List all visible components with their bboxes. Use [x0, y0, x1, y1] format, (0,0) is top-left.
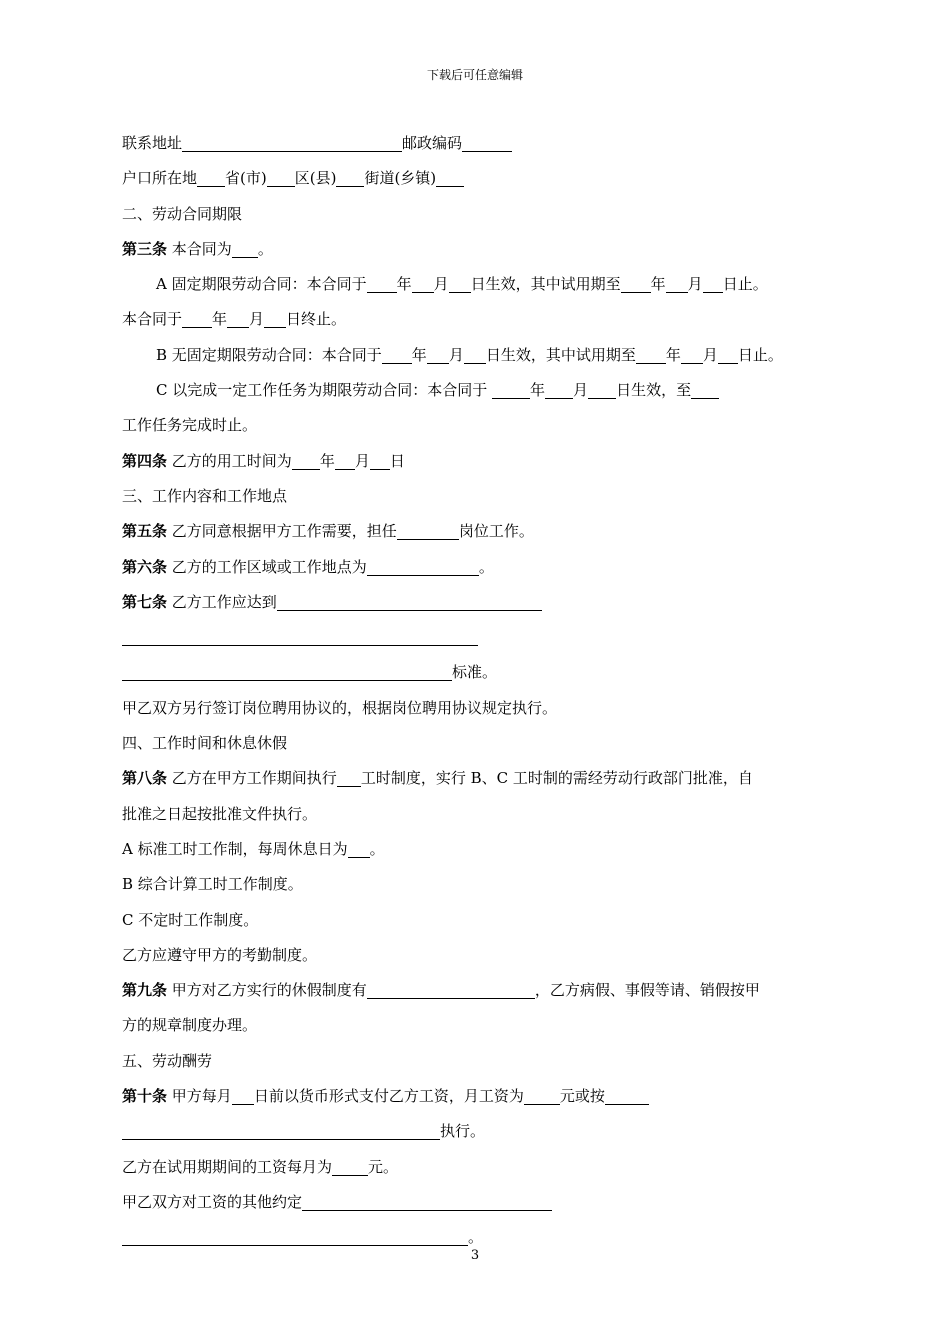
label-address: 联系地址 — [122, 134, 183, 152]
text: 标准。 — [452, 663, 498, 682]
article-label: 第五条 — [122, 522, 168, 541]
article-label: 第七条 — [122, 592, 168, 611]
article-5 — [122, 514, 832, 549]
text: 月 — [702, 345, 718, 364]
option-comprehensive-hours: B 综合计算工时工作制度。 — [122, 875, 303, 894]
blank-field — [492, 380, 530, 399]
blank-field — [588, 380, 616, 399]
blank-field — [718, 345, 738, 364]
blank-field — [367, 980, 535, 999]
blank-field — [267, 168, 295, 187]
article-4 — [122, 444, 832, 479]
trial-salary — [122, 1150, 832, 1185]
blank-field — [122, 627, 478, 646]
text: 年 — [411, 345, 427, 364]
page-number: 3 — [470, 1248, 480, 1263]
document-body — [122, 126, 832, 1256]
text: 乙方的用工时间为 — [171, 451, 292, 470]
blank-field — [605, 1086, 649, 1105]
blank-field — [122, 662, 452, 681]
article-10 — [122, 1079, 832, 1114]
text: 乙方在试用期期间的工资每月为 — [122, 1157, 333, 1176]
blank-field — [232, 1086, 254, 1105]
blank-field — [427, 345, 449, 364]
text: 。 — [369, 839, 385, 858]
blank-field — [382, 345, 412, 364]
contact-address-line — [122, 126, 832, 161]
text: 执行。 — [440, 1122, 486, 1141]
option-flexible-hours: C 不定时工作制度。 — [122, 910, 259, 929]
option-fixed-term — [122, 267, 832, 302]
text: 年 — [665, 345, 681, 364]
text: 日止。 — [722, 275, 768, 294]
household-line — [122, 161, 832, 196]
blank-field — [264, 309, 286, 328]
article-3 — [122, 232, 832, 267]
label-postcode: 邮政编码 — [402, 134, 463, 152]
label-district: 区(县) — [294, 169, 337, 188]
text: 日止。 — [737, 345, 783, 364]
article-label: 第八条 — [122, 769, 168, 788]
article-7-blank-line — [122, 620, 832, 655]
option-task-term — [122, 373, 832, 408]
article-9 — [122, 973, 832, 1008]
blank-field — [436, 168, 464, 187]
text: 月 — [354, 451, 370, 470]
blank-field — [545, 380, 573, 399]
blank-field — [182, 133, 402, 152]
text: 甲方每月 — [171, 1087, 232, 1106]
article-7-end — [122, 655, 832, 690]
punct: 。 — [257, 239, 273, 258]
text: 月 — [573, 381, 589, 400]
article-9-cont: 方的规章制度办理。 — [122, 1016, 258, 1035]
text: 月 — [687, 275, 703, 294]
text: 元。 — [368, 1157, 399, 1176]
text: 年 — [530, 381, 546, 400]
option-open-term — [122, 338, 832, 373]
text: 乙方同意根据甲方工作需要，担任 — [171, 522, 397, 541]
text: 乙方在甲方工作期间执行 — [171, 769, 337, 788]
article-7-note: 甲乙双方另行签订岗位聘用协议的，根据岗位聘用协议规定执行。 — [122, 698, 558, 717]
text: 。 — [468, 1228, 484, 1247]
article-6 — [122, 550, 832, 585]
label-street: 街道(乡镇) — [364, 169, 437, 188]
text: 月 — [433, 275, 449, 294]
option-fixed-term-end — [122, 302, 832, 337]
page-header: 下载后可任意编辑 — [426, 68, 523, 82]
blank-field — [335, 451, 355, 470]
text: 月 — [448, 345, 464, 364]
blank-field — [703, 274, 723, 293]
text: 岗位工作。 — [458, 522, 534, 541]
section-heading-4: 四、工作时间和休息休假 — [122, 734, 288, 753]
blank-field — [449, 274, 471, 293]
text: 日前以货币形式支付乙方工资，月工资为 — [253, 1087, 524, 1106]
text: 元或按 — [559, 1087, 605, 1106]
blank-field — [367, 557, 479, 576]
section-heading-3: 三、工作内容和工作地点 — [122, 486, 288, 505]
blank-field — [370, 451, 390, 470]
other-salary-terms — [122, 1185, 832, 1220]
blank-field — [122, 1227, 468, 1246]
text: 本合同于 — [122, 310, 183, 329]
blank-field — [227, 309, 249, 328]
blank-field — [302, 1192, 552, 1211]
blank-field — [621, 274, 651, 293]
text: 乙方的工作区域或工作地点为 — [171, 557, 367, 576]
text: 甲方对乙方实行的休假制度有 — [171, 981, 367, 1000]
blank-field — [197, 168, 225, 187]
blank-field — [412, 274, 434, 293]
blank-field — [337, 768, 361, 787]
text: 年 — [319, 451, 335, 470]
article-7 — [122, 585, 832, 620]
text: 日生效，其中试用期至 — [470, 275, 621, 294]
attendance-rule: 乙方应遵守甲方的考勤制度。 — [122, 945, 318, 964]
text: C 以完成一定工作任务为期限劳动合同：本合同于 — [156, 381, 488, 400]
text: 甲乙双方对工资的其他约定 — [122, 1192, 303, 1211]
article-label: 第三条 — [122, 239, 168, 258]
text: 日生效，其中试用期至 — [485, 345, 636, 364]
text: 年 — [396, 275, 412, 294]
text: 月 — [249, 310, 265, 329]
text: 年 — [650, 275, 666, 294]
text: ，乙方病假、事假等请、销假按甲 — [534, 981, 760, 1000]
text: 日 — [389, 451, 405, 470]
text: 年 — [212, 310, 228, 329]
blank-field — [332, 1157, 368, 1176]
label-household: 户口所在地 — [122, 169, 198, 188]
text: 日生效，至 — [616, 381, 692, 400]
blank-field — [292, 451, 320, 470]
blank-field — [182, 309, 212, 328]
text: 工时制度，实行 B、C 工时制的需经劳动行政部门批准，自 — [360, 769, 753, 788]
article-label: 第六条 — [122, 557, 168, 576]
text: 乙方工作应达到 — [171, 592, 277, 611]
blank-field — [666, 274, 688, 293]
blank-field — [367, 274, 397, 293]
article-label: 第四条 — [122, 451, 168, 470]
section-heading-2: 二、劳动合同期限 — [122, 204, 243, 223]
article-label: 第九条 — [122, 981, 168, 1000]
blank-field — [636, 345, 666, 364]
blank-field — [681, 345, 703, 364]
blank-field — [122, 1121, 440, 1140]
section-heading-5: 五、劳动酬劳 — [122, 1051, 213, 1070]
option-task-term-end: 工作任务完成时止。 — [122, 416, 258, 435]
blank-field — [336, 168, 364, 187]
article-text: 本合同为 — [171, 239, 232, 258]
text: A 标准工时工作制，每周休息日为 — [122, 839, 348, 858]
blank-field — [232, 239, 258, 258]
blank-field — [691, 380, 719, 399]
option-standard-hours — [122, 832, 832, 867]
blank-field — [462, 133, 512, 152]
article-8 — [122, 761, 832, 796]
text: 。 — [478, 557, 494, 576]
blank-field — [524, 1086, 560, 1105]
article-8-cont: 批准之日起按批准文件执行。 — [122, 804, 318, 823]
text: B 无固定期限劳动合同：本合同于 — [156, 345, 382, 364]
blank-field — [464, 345, 486, 364]
article-label: 第十条 — [122, 1087, 168, 1106]
article-10-cont — [122, 1114, 832, 1149]
text: 日终止。 — [286, 310, 347, 329]
label-province: 省(市) — [225, 169, 267, 188]
blank-field — [348, 839, 370, 858]
text: A 固定期限劳动合同：本合同于 — [156, 275, 367, 294]
blank-field — [277, 592, 542, 611]
blank-field — [397, 521, 459, 540]
